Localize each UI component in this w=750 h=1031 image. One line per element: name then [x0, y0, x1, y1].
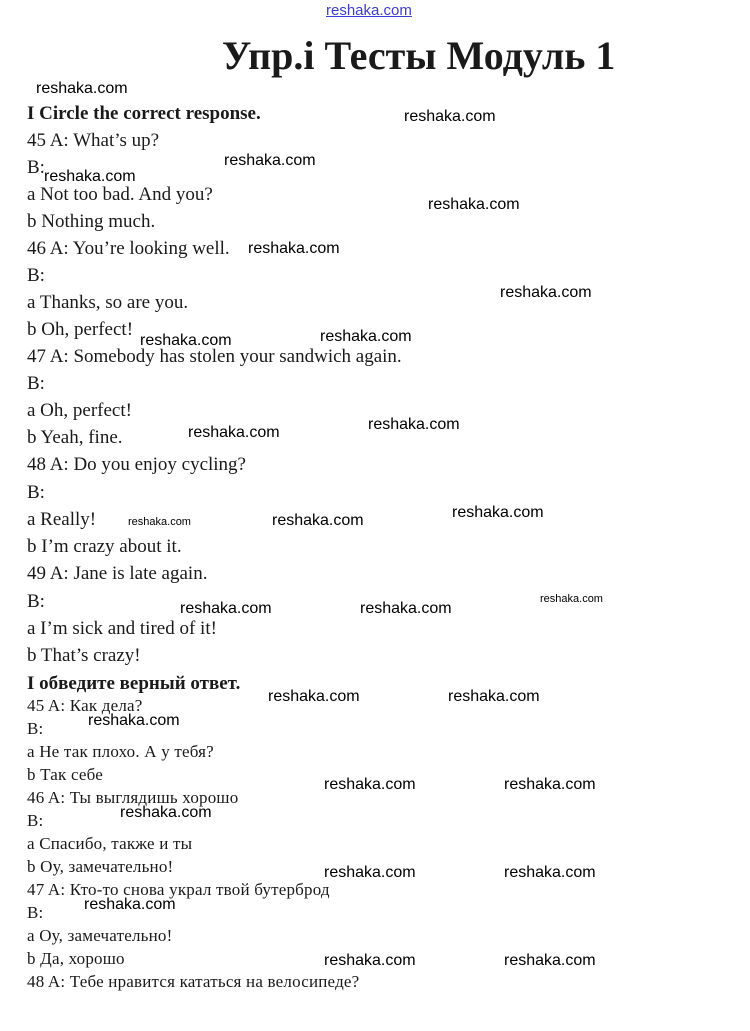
english-line: 49 A: Jane is late again.	[27, 563, 208, 584]
english-line: 47 A: Somebody has stolen your sandwich again.	[27, 346, 402, 367]
english-line: b Nothing much.	[27, 211, 156, 232]
russian-line: 47 A: Кто-то снова украл твой бутерброд	[27, 880, 330, 899]
watermark-text: reshaka.com	[448, 688, 540, 705]
site-link[interactable]: reshaka.com	[326, 2, 412, 19]
watermark-text: reshaka.com	[272, 512, 364, 529]
english-line: a Oh, perfect!	[27, 400, 132, 421]
watermark-text: reshaka.com	[540, 593, 603, 605]
watermark-text: reshaka.com	[224, 152, 316, 169]
watermark-text: reshaka.com	[324, 864, 416, 881]
russian-line: 48 A: Тебе нравится кататься на велосипеде?	[27, 972, 360, 991]
english-line: b I’m crazy about it.	[27, 536, 182, 557]
watermark-text: reshaka.com	[88, 712, 180, 729]
english-line: a Really!	[27, 509, 97, 530]
watermark-text: reshaka.com	[44, 168, 136, 185]
watermark-text: reshaka.com	[36, 80, 128, 97]
english-line: b Yeah, fine.	[27, 427, 123, 448]
watermark-text: reshaka.com	[368, 416, 460, 433]
watermark-text: reshaka.com	[268, 688, 360, 705]
watermark-text: reshaka.com	[180, 600, 272, 617]
watermark-text: reshaka.com	[428, 196, 520, 213]
watermark-text: reshaka.com	[404, 108, 496, 125]
english-line: B:	[27, 591, 45, 612]
watermark-text: reshaka.com	[120, 804, 212, 821]
english-line: B:	[27, 482, 45, 503]
russian-line: b Оу, замечательно!	[27, 857, 174, 876]
watermark-text: reshaka.com	[324, 776, 416, 793]
english-line: B:	[27, 265, 45, 286]
english-line: a Thanks, so are you.	[27, 292, 189, 313]
watermark-text: reshaka.com	[140, 332, 232, 349]
watermark-text: reshaka.com	[360, 600, 452, 617]
watermark-text: reshaka.com	[84, 896, 176, 913]
english-line: b Oh, perfect!	[27, 319, 134, 340]
russian-line: 45 A: Как дела?	[27, 696, 143, 715]
russian-line: B:	[27, 811, 44, 830]
watermark-text: reshaka.com	[504, 776, 596, 793]
watermark-text: reshaka.com	[188, 424, 280, 441]
english-line: 48 A: Do you enjoy cycling?	[27, 454, 246, 475]
russian-line: B:	[27, 719, 44, 738]
russian-line: a Спасибо, также и ты	[27, 834, 193, 853]
english-line: b That’s crazy!	[27, 645, 141, 666]
watermark-text: reshaka.com	[324, 952, 416, 969]
russian-line: a Оу, замечательно!	[27, 926, 173, 945]
russian-line: 46 A: Ты выглядишь хорошо	[27, 788, 239, 807]
russian-section-heading: I обведите верный ответ.	[27, 673, 241, 694]
english-line: 45 A: What’s up?	[27, 130, 160, 151]
english-line: a I’m sick and tired of it!	[27, 618, 217, 639]
watermark-text: reshaka.com	[504, 952, 596, 969]
page-title: Упр.i Тесты Модуль 1	[222, 33, 616, 78]
english-line: 46 A: You’re looking well.	[27, 238, 230, 259]
watermark-text: reshaka.com	[248, 240, 340, 257]
russian-line: a Не так плохо. А у тебя?	[27, 742, 214, 761]
russian-line: b Да, хорошо	[27, 949, 125, 968]
watermark-text: reshaka.com	[452, 504, 544, 521]
russian-line: b Так себе	[27, 765, 104, 784]
english-section-heading: I Circle the correct response.	[27, 103, 261, 124]
russian-line: B:	[27, 903, 44, 922]
watermark-text: reshaka.com	[320, 328, 412, 345]
english-line: B:	[27, 157, 45, 178]
watermark-text: reshaka.com	[504, 864, 596, 881]
english-line: a Not too bad. And you?	[27, 184, 213, 205]
watermark-text: reshaka.com	[500, 284, 592, 301]
english-line: B:	[27, 373, 45, 394]
watermark-text: reshaka.com	[128, 516, 191, 528]
